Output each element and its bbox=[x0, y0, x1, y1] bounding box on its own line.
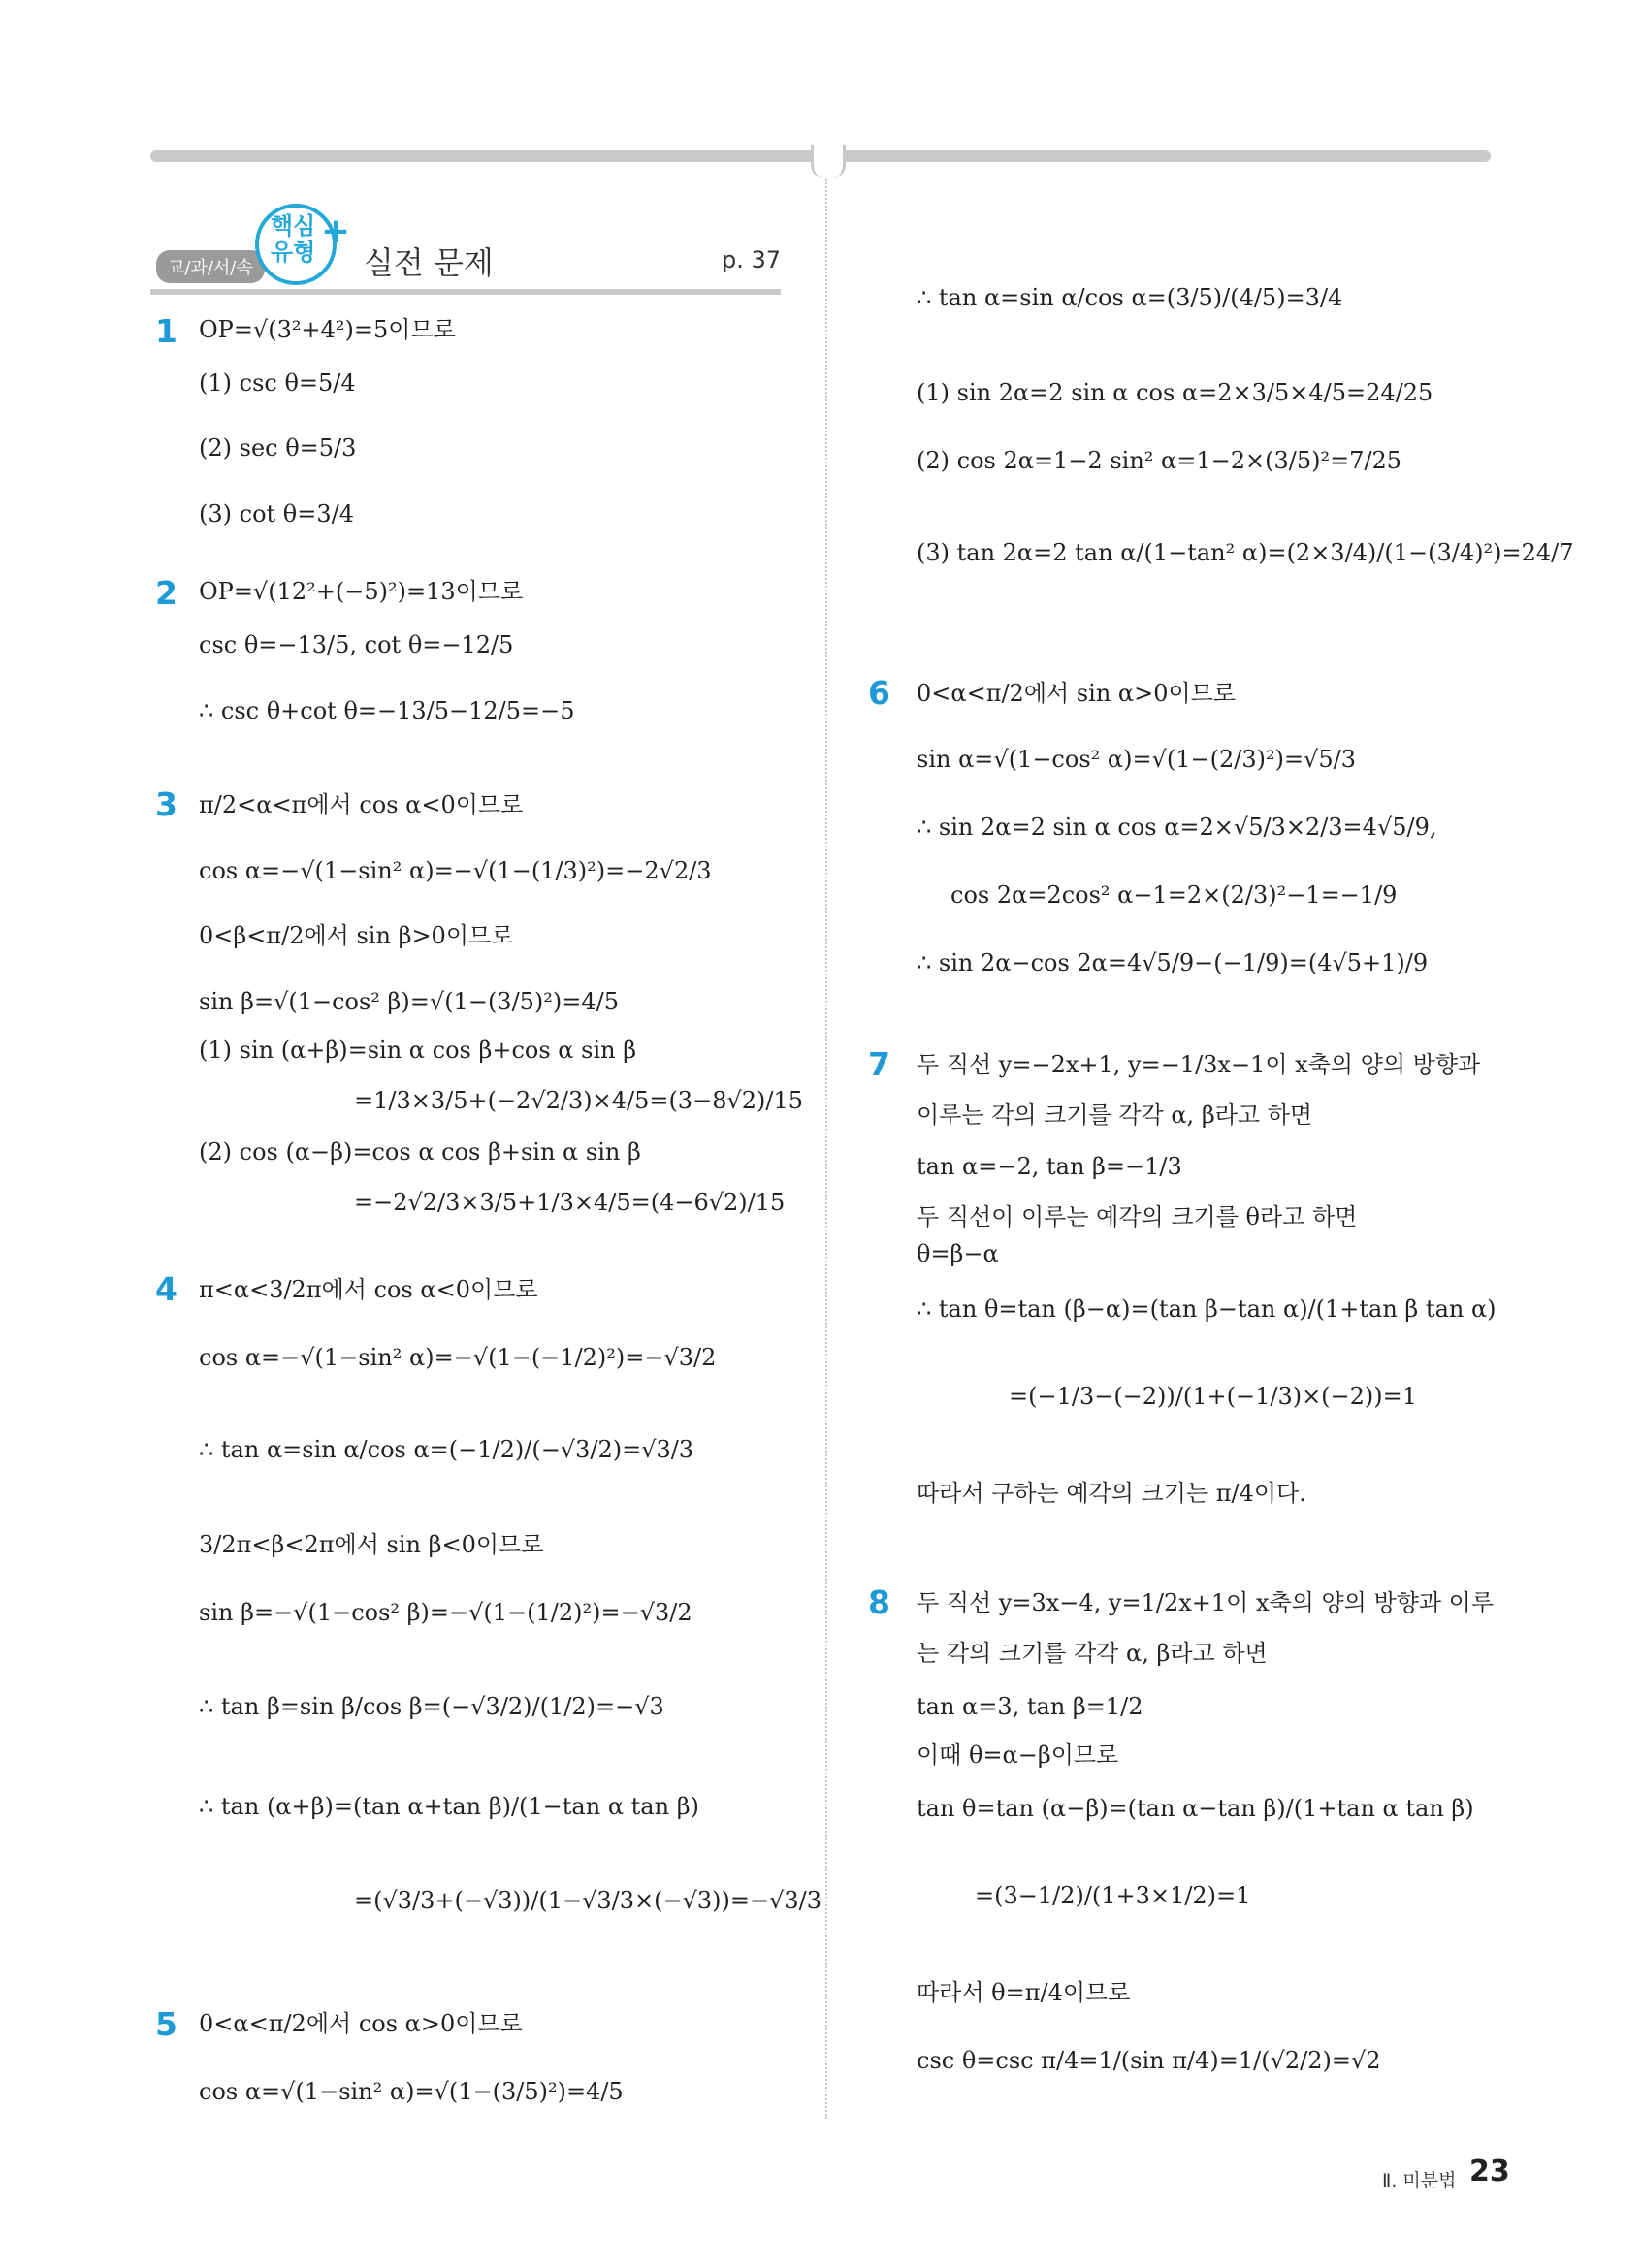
solution-line: ∴ tan θ=tan (β−α)=(tan β−tan α)/(1+tan β tan α) bbox=[917, 1295, 1497, 1323]
solution-line: =1/3×3/5+(−2√2/3)×4/5=(3−8√2)/15 bbox=[354, 1087, 804, 1114]
solution-line: =(√3/3+(−√3))/(1−√3/3×(−√3))=−√3/3 bbox=[354, 1887, 822, 1914]
section-title: 실전 문제 bbox=[364, 244, 494, 281]
problem-number: 3 bbox=[155, 785, 177, 823]
solution-line: (1) sin 2α=2 sin α cos α=2×3/5×4/5=24/25 bbox=[917, 379, 1433, 406]
solution-line: (2) sec θ=5/3 bbox=[199, 434, 357, 462]
solution-line: 0<α<π/2에서 sin α>0이므로 bbox=[917, 680, 1237, 707]
problem-number: 2 bbox=[155, 574, 177, 612]
solution-line: ∴ sin 2α=2 sin α cos α=2×√5/3×2/3=4√5/9, bbox=[917, 814, 1437, 841]
solution-line: cos α=−√(1−sin² α)=−√(1−(1/3)²)=−2√2/3 bbox=[199, 857, 712, 884]
problem-number: 5 bbox=[155, 2005, 177, 2043]
footer-section-label: Ⅱ. 미분법 bbox=[1382, 2170, 1457, 2191]
page-reference: p. 37 bbox=[721, 246, 781, 273]
solution-line: ∴ tan α=sin α/cos α=(−1/2)/(−√3/2)=√3/3 bbox=[199, 1436, 694, 1463]
solution-line: sin α=√(1−cos² α)=√(1−(2/3)²)=√5/3 bbox=[917, 746, 1356, 773]
solution-line: 두 직선 y=−2x+1, y=−1/3x−1이 x축의 양의 방향과 bbox=[917, 1051, 1481, 1078]
solution-line: tan θ=tan (α−β)=(tan α−tan β)/(1+tan α tan β) bbox=[917, 1795, 1474, 1822]
solution-line: 두 직선 y=3x−4, y=1/2x+1이 x축의 양의 방향과 이루 bbox=[917, 1589, 1495, 1616]
header-underline bbox=[150, 289, 781, 295]
solution-line: cos α=√(1−sin² α)=√(1−(3/5)²)=4/5 bbox=[199, 2078, 624, 2105]
problem-number: 7 bbox=[868, 1045, 890, 1083]
solution-line: sin β=√(1−cos² β)=√(1−(3/5)²)=4/5 bbox=[199, 988, 620, 1015]
solution-line: θ=β−α bbox=[917, 1240, 999, 1267]
core-type-badge-label: 핵심 유형 bbox=[270, 212, 316, 266]
solution-line: 이때 θ=α−β이므로 bbox=[917, 1741, 1119, 1769]
solution-line: 따라서 θ=π/4이므로 bbox=[917, 1979, 1131, 2006]
solution-line: ∴ sin 2α−cos 2α=4√5/9−(−1/9)=(4√5+1)/9 bbox=[917, 949, 1429, 976]
solution-line: cos 2α=2cos² α−1=2×(2/3)²−1=−1/9 bbox=[950, 881, 1398, 909]
solution-line: (1) csc θ=5/4 bbox=[199, 369, 356, 397]
plus-icon: + bbox=[321, 211, 351, 251]
solution-line: =(3−1/2)/(1+3×1/2)=1 bbox=[975, 1882, 1251, 1909]
solution-line: ∴ tan α=sin α/cos α=(3/5)/(4/5)=3/4 bbox=[917, 284, 1343, 311]
solution-line: =−2√2/3×3/5+1/3×4/5=(4−6√2)/15 bbox=[354, 1189, 786, 1216]
solution-line: sin β=−√(1−cos² β)=−√(1−(1/2)²)=−√3/2 bbox=[199, 1599, 692, 1626]
solution-line: 0<β<π/2에서 sin β>0이므로 bbox=[199, 922, 514, 949]
section-header bbox=[150, 204, 781, 291]
solution-line: 3/2π<β<2π에서 sin β<0이므로 bbox=[199, 1531, 544, 1558]
solution-line: csc θ=csc π/4=1/(sin π/4)=1/(√2/2)=√2 bbox=[917, 2047, 1381, 2074]
solution-line: cos α=−√(1−sin² α)=−√(1−(−1/2)²)=−√3/2 bbox=[199, 1344, 717, 1371]
solution-line: 이루는 각의 크기를 각각 α, β라고 하면 bbox=[917, 1102, 1313, 1129]
solution-line: =(−1/3−(−2))/(1+(−1/3)×(−2))=1 bbox=[1009, 1383, 1418, 1410]
solution-line: π/2<α<π에서 cos α<0이므로 bbox=[199, 791, 524, 818]
solution-line: (3) tan 2α=2 tan α/(1−tan² α)=(2×3/4)/(1−(3/4)²)=24/7 bbox=[917, 539, 1574, 566]
solution-line: ∴ tan (α+β)=(tan α+tan β)/(1−tan α tan β) bbox=[199, 1793, 699, 1820]
problem-number: 6 bbox=[868, 674, 890, 712]
textbook-badge: 교/과/서/속 bbox=[156, 250, 265, 283]
page-number: 23 bbox=[1469, 2155, 1510, 2188]
problem-number: 8 bbox=[868, 1583, 890, 1621]
solution-line: ∴ csc θ+cot θ=−13/5−12/5=−5 bbox=[199, 697, 575, 724]
solution-line: 따라서 구하는 예각의 크기는 π/4이다. bbox=[917, 1480, 1306, 1507]
solution-line: (1) sin (α+β)=sin α cos β+cos α sin β bbox=[199, 1037, 637, 1064]
column-divider bbox=[825, 179, 827, 2119]
solution-line: (2) cos 2α=1−2 sin² α=1−2×(3/5)²=7/25 bbox=[917, 447, 1402, 474]
solution-line: csc θ=−13/5, cot θ=−12/5 bbox=[199, 631, 514, 658]
solution-line: (2) cos (α−β)=cos α cos β+sin α sin β bbox=[199, 1138, 641, 1166]
solution-line: tan α=3, tan β=1/2 bbox=[917, 1693, 1143, 1720]
top-bar-notch bbox=[811, 145, 846, 178]
solution-line: tan α=−2, tan β=−1/3 bbox=[917, 1153, 1182, 1180]
solution-line: π<α<3/2π에서 cos α<0이므로 bbox=[199, 1276, 538, 1303]
solution-line: OP=√(3²+4²)=5이므로 bbox=[199, 316, 456, 343]
solution-line: OP=√(12²+(−5)²)=13이므로 bbox=[199, 578, 524, 605]
problem-number: 1 bbox=[155, 312, 177, 350]
solution-line: 두 직선이 이루는 예각의 크기를 θ라고 하면 bbox=[917, 1203, 1358, 1230]
solution-line: (3) cot θ=3/4 bbox=[199, 500, 354, 527]
solution-line: 는 각의 크기를 각각 α, β라고 하면 bbox=[917, 1640, 1268, 1667]
solution-line: 0<α<π/2에서 cos α>0이므로 bbox=[199, 2010, 523, 2037]
problem-number: 4 bbox=[155, 1270, 177, 1308]
solution-line: ∴ tan β=sin β/cos β=(−√3/2)/(1/2)=−√3 bbox=[199, 1693, 664, 1720]
